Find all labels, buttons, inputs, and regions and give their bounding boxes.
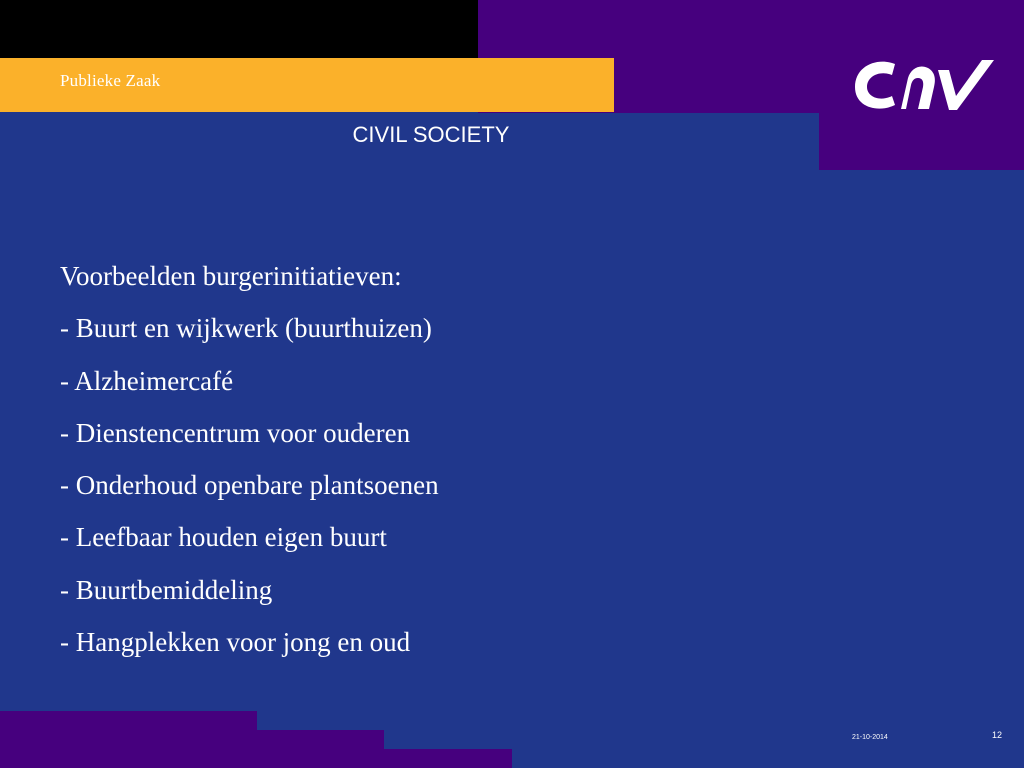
cnv-logo [852,54,996,114]
page-number: 12 [991,730,1002,740]
list-heading: Voorbeelden burgerinitiatieven: [60,261,402,291]
top-black-band [0,0,478,58]
list-item: - Alzheimercafé [60,365,234,396]
list-item: - Hangplekken voor jong en oud [60,627,411,658]
footer-purple-step [0,711,257,768]
list-item: - Buurt en wijkwerk (buurthuizen) [60,313,432,344]
slide-title: CIVIL SOCIETY [352,122,510,147]
list-item: - Onderhoud openbare plantsoenen [60,470,439,501]
footer-date: 21-10-2014 [852,734,888,741]
footer-purple-step [384,749,512,768]
section-label: Publieke Zaak [60,71,161,90]
footer-purple-step [257,730,384,768]
list-item: - Buurtbemiddeling [60,574,273,605]
list-item: - Leefbaar houden eigen buurt [60,522,387,553]
bullet-list [60,250,820,668]
list-item: - Dienstencentrum voor ouderen [60,417,411,448]
